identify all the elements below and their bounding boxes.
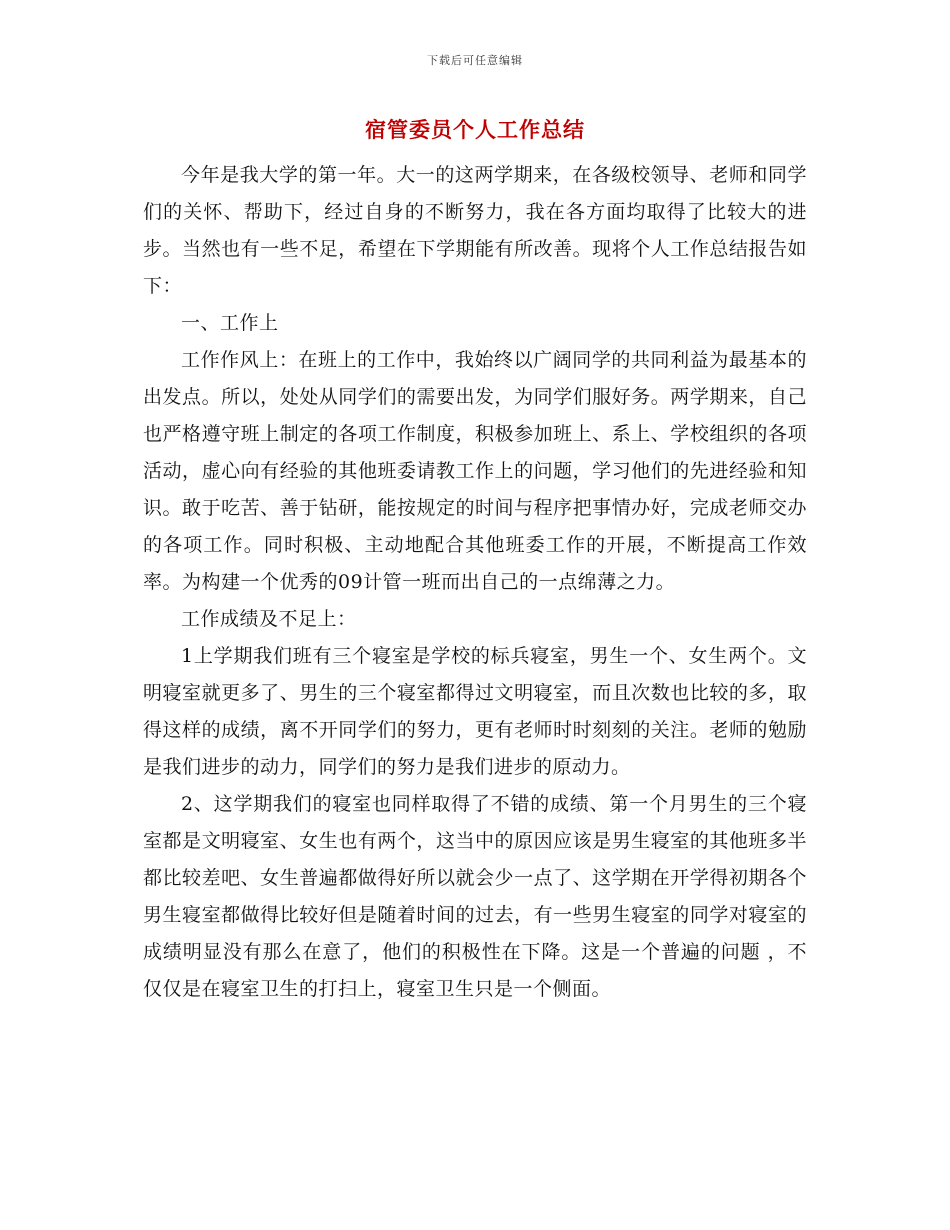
page-header-note: 下载后可任意编辑 xyxy=(427,54,523,67)
section-heading-work: 一、工作上 xyxy=(181,312,279,334)
paragraph-work-style: 工作作风上：在班上的工作中，我始终以广阔同学的共同利益为最基本的出发点。所以，处处从同学们的需要出发，为同学们服好务。两学期来，自己也严格遵守班上制定的各项工作制度，积极参加班上、系上、学校组织的各项活动，虚心向有经验的其他班委请教工作上的问题，学习他们的先进经验和知识。敢于吃苦、善于钻研，能按规定的时间与程序把事情办好，完成老师交办的各项工作。同时积极、主动地配合其他班委工作的开展，不断提高工作效率。为构建一个优秀的09计管一班而出自己的一点绵薄之力。 xyxy=(143,349,807,593)
document-body xyxy=(143,157,807,1008)
section-heading-achievements: 工作成绩及不足上： xyxy=(181,608,357,630)
paragraph-intro: 今年是我大学的第一年。大一的这两学期来，在各级校领导、老师和同学们的关怀、帮助下，经过自身的不断努力，我在各方面均取得了比较大的进步。当然也有一些不足，希望在下学期能有所改善。现将个人工作总结报告如下： xyxy=(143,164,807,297)
document-title: 宿管委员个人工作总结 xyxy=(365,117,585,142)
paragraph-item-1: 1上学期我们班有三个寝室是学校的标兵寝室，男生一个、女生两个。文明寝室就更多了、男生的三个寝室都得过文明寝室，而且次数也比较的多，取得这样的成绩，离不开同学们的努力，更有老师时时刻刻的关注。老师的勉励是我们进步的动力，同学们的努力是我们进步的原动力。 xyxy=(143,645,807,778)
paragraph-item-2: 2、这学期我们的寝室也同样取得了不错的成绩、第一个月男生的三个寝室都是文明寝室、女生也有两个，这当中的原因应该是男生寝室的其他班多半都比较差吧、女生普遍都做得好所以就会少一点了、这学期在开学得初期各个男生寝室都做得比较好但是随着时间的过去，有一些男生寝室的同学对寝室的成绩明显没有那么在意了，他们的积极性在下降。这是一个普遍的问题 ，不仅仅是在寝室卫生的打扫上，寝室卫生只是一个侧面。 xyxy=(143,793,807,1000)
